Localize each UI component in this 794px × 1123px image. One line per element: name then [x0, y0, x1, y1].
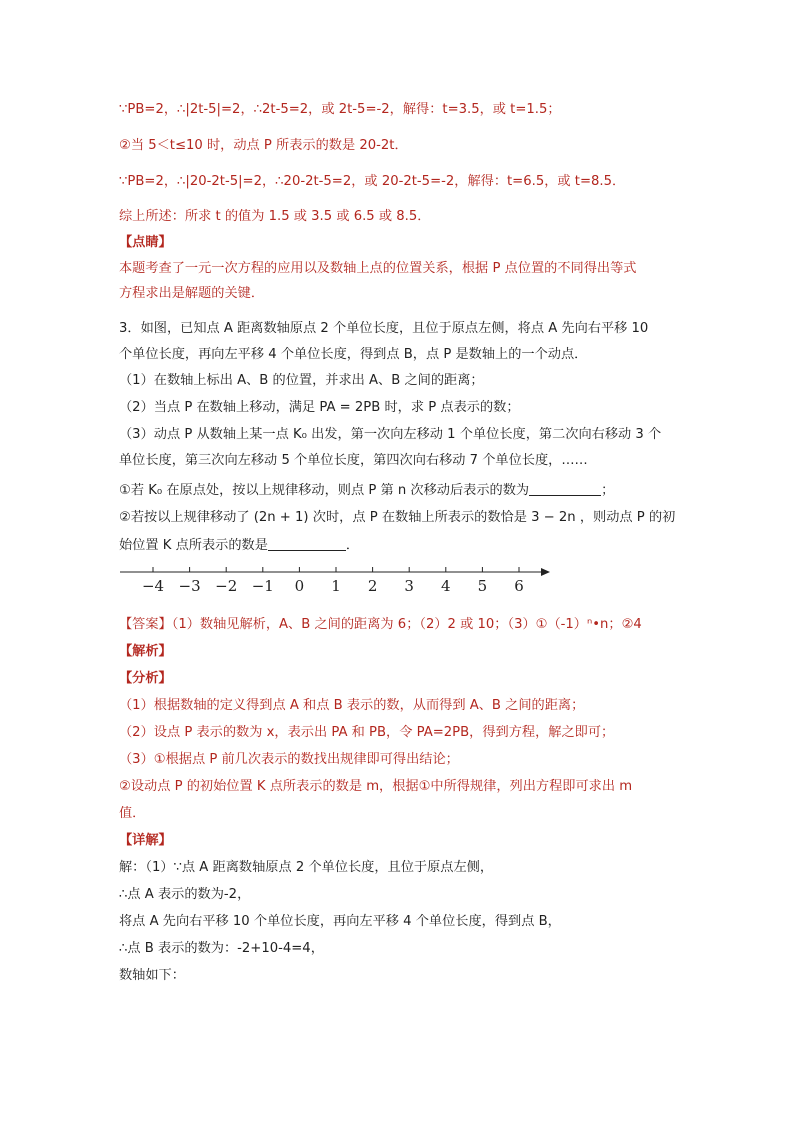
number-line-tick-label: 0 — [294, 577, 305, 595]
section-heading: 【解析】 — [119, 644, 172, 659]
question-line: （3）动点 P 从数轴上某一点 K₀ 出发，第一次向左移动 1 个单位长度，第二次向右移动 3 个 — [119, 427, 662, 442]
question-line-q2: ②若按以上规律移动了 (2n + 1) 次时，点 P 在数轴上所表示的数恰是 3 − 2n ，则动点 P 的初 — [119, 510, 676, 525]
number-line-tick-label: 6 — [514, 577, 524, 595]
text-line: ②设动点 P 的初始位置 K 点所表示的数是 m，根据①中所得规律，列出方程即可求出 m — [119, 779, 633, 794]
number-line-tick-label: 2 — [367, 577, 378, 595]
text-line: 方程求出是解题的关键． — [119, 286, 265, 301]
text-line: （2）设点 P 表示的数为 x，表示出 PA 和 PB，令 PA=2PB，得到方程，解之即可； — [119, 725, 615, 740]
text-line: ∵PB=2，∴|2t-5|=2，∴2t-5=2，或 2t-5=-2，解得：t=3.5，或 t=1.5； — [119, 102, 561, 117]
q3-tail: ． — [345, 538, 360, 553]
text-line: 综上所述：所求 t 的值为 1.5 或 3.5 或 6.5 或 8.5． — [119, 209, 431, 224]
number-line-tick-label: −2 — [215, 577, 238, 595]
text-line: 值． — [119, 806, 146, 821]
number-line-ticks — [142, 567, 524, 595]
question-line-q1 — [119, 481, 679, 501]
question-line: 单位长度，第三次向左移动 5 个单位长度，第四次向右移动 7 个单位长度，…… — [119, 453, 588, 468]
question-line: 3．如图，已知点 A 距离数轴原点 2 个单位长度，且位于原点左侧，将点 A 先向右平移 10 — [119, 321, 649, 336]
number-line-tick-label: −3 — [178, 577, 201, 595]
answer-blank[interactable] — [529, 481, 601, 496]
number-line-tick-label: 3 — [404, 577, 414, 595]
number-line-tick-label: −1 — [251, 577, 274, 595]
solution-line: 数轴如下： — [119, 968, 185, 983]
number-line-tick-label: 1 — [331, 577, 341, 595]
answer-blank[interactable] — [268, 536, 346, 551]
text-line: （3）①根据点 P 前几次表示的数找出规律即可得出结论； — [119, 752, 459, 767]
solution-line: ∴点 A 表示的数为-2， — [119, 887, 251, 902]
number-line — [110, 560, 560, 596]
number-line-tick-label: −4 — [141, 577, 165, 595]
text-line: ∵PB=2，∴|20-2t-5|=2，∴20-2t-5=2，或 20-2t-5=-2，解得：t=6.5，或 t=8.5． — [119, 174, 626, 189]
solution-line: 将点 A 先向右平移 10 个单位长度，再向左平移 4 个单位长度，得到点 B， — [119, 914, 561, 929]
solution-line: 解：（1）∵点 A 距离数轴原点 2 个单位长度，且位于原点左侧， — [119, 860, 494, 875]
text-line: （1）根据数轴的定义得到点 A 和点 B 表示的数，从而得到 A、B 之间的距离； — [119, 698, 585, 713]
text-line: ②当 5＜t≤10 时，动点 P 所表示的数是 20-2t． — [119, 138, 408, 153]
question-line: 个单位长度，再向左平移 4 个单位长度，得到点 B，点 P 是数轴上的一个动点． — [119, 347, 588, 362]
section-heading: 【分析】 — [119, 671, 172, 686]
q1-text: ①若 K₀ 在原点处，按以上规律移动，则点 P 第 n 次移动后表示的数为 — [119, 483, 530, 498]
solution-line: ∴点 B 表示的数为：-2+10-4=4， — [119, 941, 324, 956]
section-heading: 【详解】 — [119, 833, 172, 848]
arrow-right-icon — [541, 568, 550, 576]
number-line-tick-label: 4 — [441, 577, 451, 595]
question-line: （2）当点 P 在数轴上移动，满足 PA = 2PB 时，求 P 点表示的数； — [119, 400, 520, 415]
question-line-q3 — [119, 536, 679, 556]
text-line: 本题考查了一元一次方程的应用以及数轴上点的位置关系，根据 P 点位置的不同得出等式 — [119, 261, 637, 276]
number-line-tick-label: 5 — [477, 577, 488, 595]
q1-tail: ； — [601, 483, 615, 498]
question-line: （1）在数轴上标出 A、B 的位置，并求出 A、B 之间的距离； — [119, 373, 484, 388]
answer-line: 【答案】（1）数轴见解析，A、B 之间的距离为 6；（2）2 或 10；（3）①（-1）ⁿ•n；②4 — [119, 617, 642, 632]
q3-text: 始位置 K 点所表示的数是 — [119, 538, 268, 553]
section-heading: 【点睛】 — [119, 235, 172, 250]
